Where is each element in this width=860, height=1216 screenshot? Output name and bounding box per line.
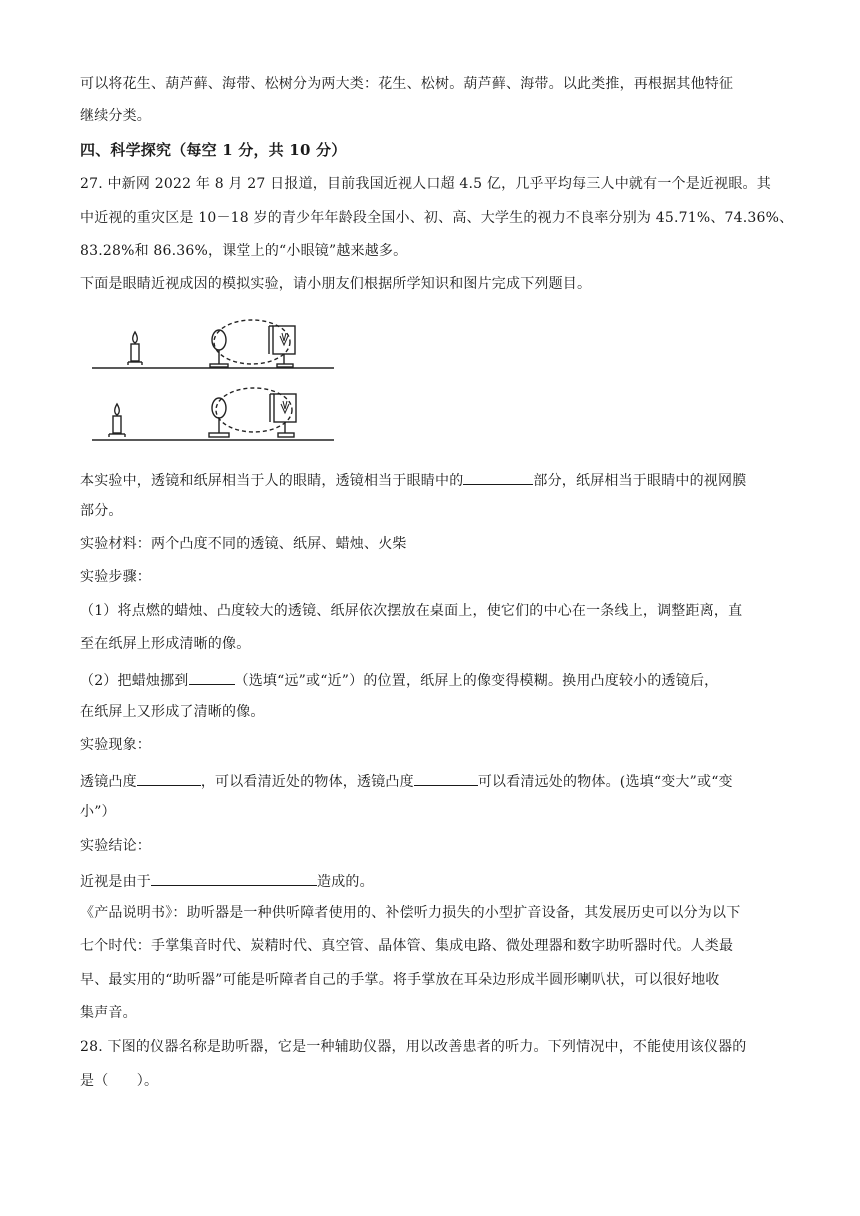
- question-27-text: 中近视的重灾区是 10－18 岁的青少年年龄段全国小、初、高、大学生的视力不良率分别为 45.71%、74.36%、: [80, 210, 794, 226]
- question-27-text: 83.28%和 86.36%，课堂上的“小眼镜”越来越多。: [80, 243, 408, 259]
- step-2-text: 在纸屏上又形成了清晰的像。: [80, 704, 265, 720]
- question-28-text: 是（ ）。: [80, 1073, 159, 1089]
- experiment-figure: [92, 318, 340, 448]
- text-segment: ，可以看清近处的物体，透镜凸度: [200, 774, 414, 790]
- text-segment: 造成的。: [317, 874, 374, 890]
- question-27-text: 下面是眼睛近视成因的模拟实验，请小朋友们根据所学知识和图片完成下列题目。: [80, 276, 592, 292]
- text-segment: 可以看清远处的物体。(选填“变大”或“变: [477, 774, 733, 790]
- text-segment: （2）把蜡烛挪到: [80, 673, 189, 689]
- text-segment: 部分，纸屏相当于眼睛中的视网膜: [533, 473, 747, 489]
- text-line: 实验现象：: [80, 737, 151, 753]
- passage-text: 早、最实用的“助听器”可能是听障者自己的手掌。将手掌放在耳朵边形成半圆形喇叭状，可以很好地收: [80, 972, 720, 988]
- text-segment: 本实验中，透镜和纸屏相当于人的眼睛，透镜相当于眼睛中的: [80, 473, 464, 489]
- question-28-text: 28. 下图的仪器名称是助听器，它是一种辅助仪器，用以改善患者的听力。下列情况中，不能使用该仪器的: [80, 1039, 747, 1055]
- text-line: 实验步骤：: [80, 569, 151, 585]
- answer-blank-lens-part[interactable]: [463, 468, 533, 485]
- answer-blank-distance[interactable]: [189, 668, 235, 685]
- answer-blank-conclusion[interactable]: [151, 869, 317, 886]
- fill-in-line: [80, 769, 785, 792]
- step-1-text: 至在纸屏上形成清晰的像。: [80, 636, 251, 652]
- text-segment: 透镜凸度: [80, 774, 137, 790]
- text-line: 实验结论：: [80, 838, 151, 854]
- setup-top: [92, 320, 334, 368]
- text-segment: 近视是由于: [80, 874, 151, 890]
- text-segment: （选填“远”或“近”）的位置，纸屏上的像变得模糊。换用凸度较小的透镜后，: [234, 673, 719, 689]
- fill-in-line: [80, 869, 785, 892]
- text-line: 实验材料：两个凸度不同的透镜、纸屏、蜡烛、火柴: [80, 536, 407, 552]
- text-line: 可以将花生、葫芦藓、海带、松树分为两大类：花生、松树。葫芦藓、海带。以此类推，再根据其他特征: [80, 76, 734, 92]
- answer-blank-curvature-far[interactable]: [414, 769, 478, 786]
- text-line: 小”）: [80, 804, 116, 820]
- question-27-text: 27. 中新网 2022 年 8 月 27 日报道，目前我国近视人口超 4.5 亿，几乎平均每三人中就有一个是近视眼。其: [80, 176, 771, 192]
- passage-text: 七个时代：手掌集音时代、炭精时代、真空管、晶体管、集成电路、微处理器和数字助听器时代。人类最: [80, 938, 734, 954]
- fill-in-line: [80, 468, 785, 491]
- setup-bottom: [92, 388, 334, 440]
- step-1-text: （1）将点燃的蜡烛、凸度较大的透镜、纸屏依次摆放在桌面上，使它们的中心在一条线上，调整距离，直: [80, 603, 743, 619]
- passage-text: 集声音。: [80, 1005, 137, 1021]
- text-line: 继续分类。: [80, 108, 151, 124]
- section-heading: 四、科学探究（每空 1 分，共 10 分）: [80, 141, 347, 159]
- fill-in-line: [80, 668, 785, 691]
- text-line: 部分。: [80, 503, 123, 519]
- passage-text: 《产品说明书》：助听器是一种供听障者使用的、补偿听力损失的小型扩音设备，其发展历史可以分为以下: [80, 905, 741, 921]
- answer-blank-curvature-near[interactable]: [137, 769, 201, 786]
